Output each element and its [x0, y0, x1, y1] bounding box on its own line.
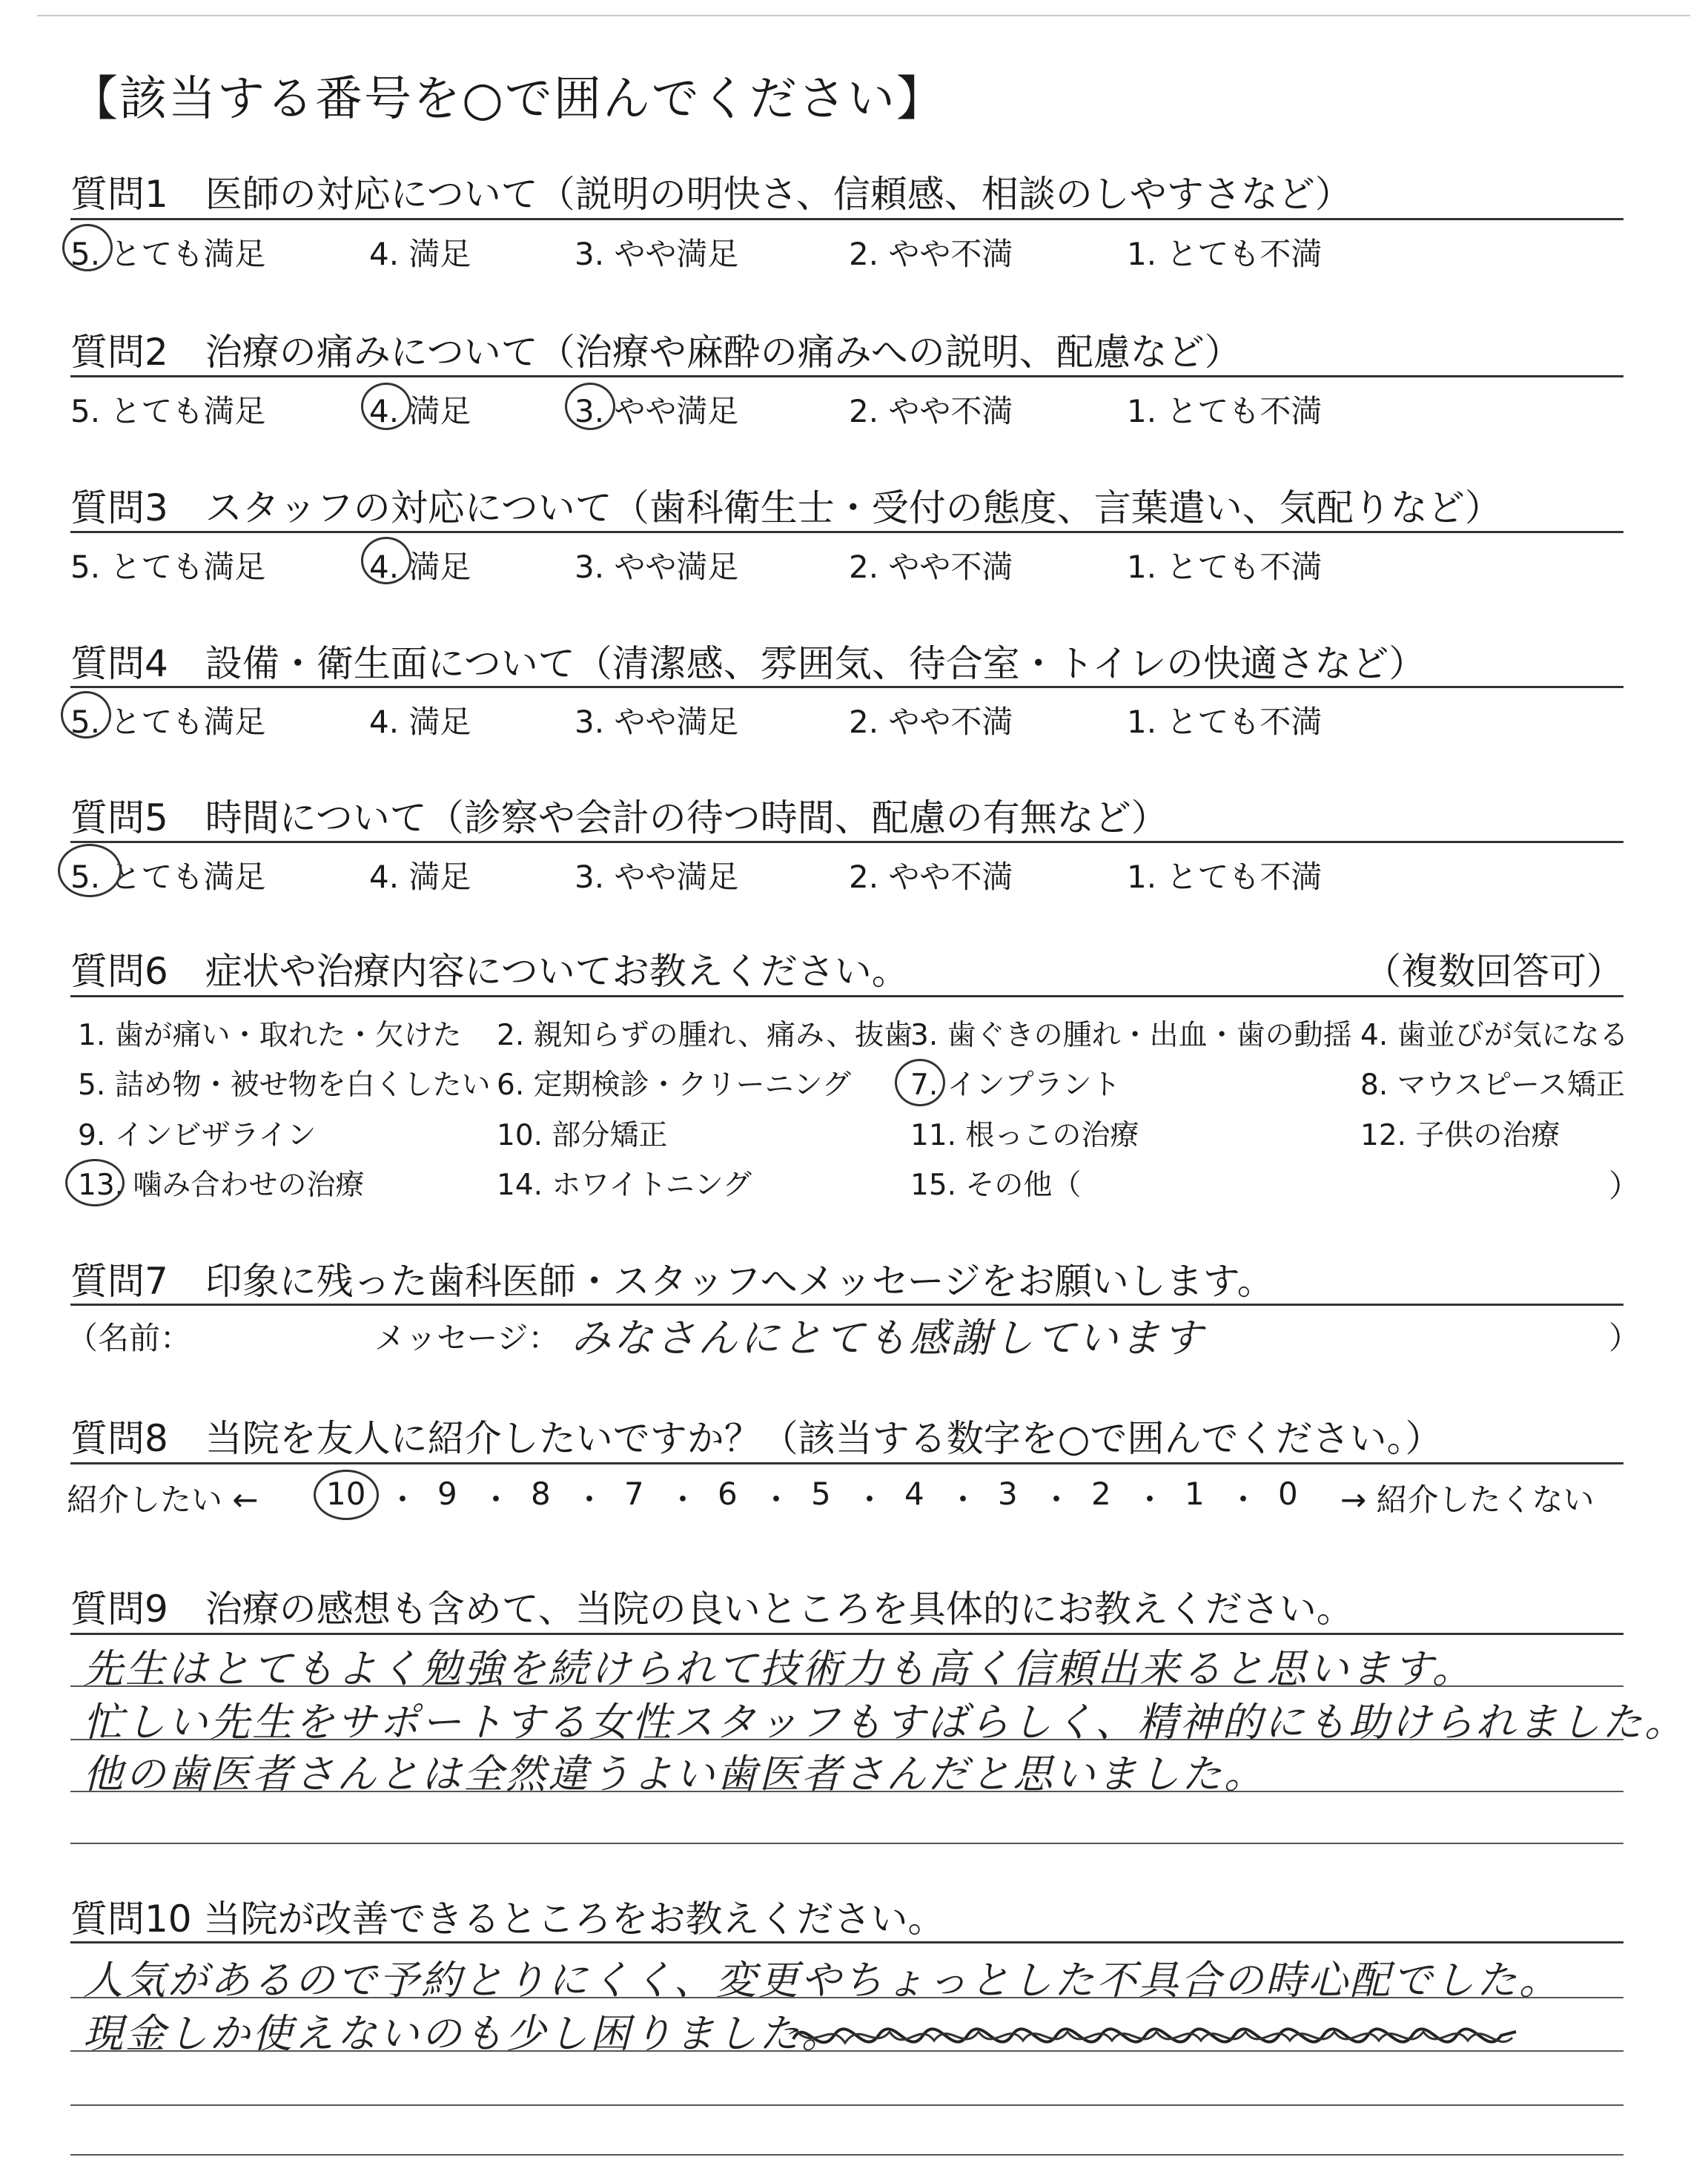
- q1-rule: [70, 218, 1623, 220]
- q10-answer-line-2: 現金しか使えないのも少し困りました。: [83, 2010, 844, 2057]
- q8-scale-5[interactable]: 5: [811, 1476, 831, 1512]
- q10-writing-line: [70, 2104, 1623, 2106]
- q2-option-4[interactable]: 4. 満足: [369, 393, 471, 429]
- q6-option-11[interactable]: 11. 根っこの治療: [910, 1119, 1139, 1152]
- q5-option-2[interactable]: 2. やや不満: [849, 859, 1013, 895]
- q3-option-2[interactable]: 2. やや不満: [849, 549, 1013, 585]
- q5-title: 質問5 時間について（診察や会計の待つ時間、配慮の有無など）: [70, 796, 1168, 839]
- q8-scale-0[interactable]: 0: [1278, 1476, 1298, 1512]
- q8-rule: [70, 1462, 1623, 1464]
- q8-scale-dot: ・: [387, 1482, 419, 1518]
- q9-title: 質問9 治療の感想も含めて、当院の良いところを具体的にお教えください。: [70, 1588, 1354, 1631]
- q6-rule: [70, 995, 1623, 997]
- q5-option-1[interactable]: 1. とても不満: [1127, 859, 1323, 895]
- q5-rule: [70, 841, 1623, 843]
- scan-top-border: [37, 15, 1690, 16]
- q1-option-2[interactable]: 2. やや不満: [849, 236, 1013, 272]
- q6-option-9[interactable]: 9. インビザライン: [78, 1119, 317, 1152]
- q3-rule: [70, 531, 1623, 533]
- q6-note: （複数回答可）: [1364, 950, 1623, 993]
- q2-rule: [70, 375, 1623, 377]
- q2-option-3[interactable]: 3. やや満足: [575, 393, 739, 429]
- q10-answer-line-1: 人気があるので予約とりにくく、変更やちょっとした不具合の時心配でした。: [83, 1957, 1561, 2004]
- q4-option-4[interactable]: 4. 満足: [369, 704, 471, 740]
- q1-option-3[interactable]: 3. やや満足: [575, 236, 739, 272]
- q3-option-3[interactable]: 3. やや満足: [575, 549, 739, 585]
- q2-option-1[interactable]: 1. とても不満: [1127, 393, 1323, 429]
- q10-writing-line: [70, 2050, 1623, 2052]
- q6-option-2[interactable]: 2. 親知らずの腫れ、痛み、抜歯: [497, 1019, 913, 1052]
- q6-option-7[interactable]: 7. インプラント: [910, 1069, 1121, 1102]
- q8-scale-dot: ・: [1228, 1482, 1260, 1518]
- q2-option-2[interactable]: 2. やや不満: [849, 393, 1013, 429]
- q5-option-4[interactable]: 4. 満足: [369, 859, 471, 895]
- q9-writing-line: [70, 1685, 1623, 1687]
- q6-option-10[interactable]: 10. 部分矯正: [497, 1119, 668, 1152]
- q5-option-5[interactable]: 5. とても満足: [70, 859, 266, 895]
- q8-title: 質問8 当院を友人に紹介したいですか？（該当する数字を○で囲んでください。）: [70, 1417, 1443, 1460]
- page-title: 【該当する番号を○で囲んでください】: [70, 72, 945, 127]
- q6-option-14[interactable]: 14. ホワイトニング: [497, 1169, 752, 1202]
- q5-option-3[interactable]: 3. やや満足: [575, 859, 739, 895]
- q3-title: 質問3 スタッフの対応について（歯科衛生士・受付の態度、言葉遣い、気配りなど）: [70, 486, 1502, 529]
- q10-crossed-out-scribble: [790, 2009, 1520, 2061]
- q3-option-4[interactable]: 4. 満足: [369, 549, 471, 585]
- q8-scale-dot: ・: [947, 1482, 979, 1518]
- q8-scale-dot: ・: [761, 1482, 792, 1518]
- q7-close-paren: ）: [1609, 1320, 1641, 1356]
- q9-rule: [70, 1633, 1623, 1635]
- q9-writing-line: [70, 1739, 1623, 1740]
- q3-option-5[interactable]: 5. とても満足: [70, 549, 266, 585]
- q8-scale-2[interactable]: 2: [1091, 1476, 1111, 1512]
- q10-title: 質問10 当院が改善できるところをお教えください。: [70, 1898, 945, 1941]
- q8-scale-dot: ・: [1134, 1482, 1166, 1518]
- q7-name-label: （名前：: [67, 1320, 192, 1356]
- q7-message-label: メッセージ：: [374, 1320, 560, 1356]
- q7-rule: [70, 1304, 1623, 1306]
- q2-title: 質問2 治療の痛みについて（治療や麻酔の痛みへの説明、配慮など）: [70, 331, 1242, 374]
- q8-scale-10[interactable]: 10: [326, 1476, 366, 1512]
- q6-option-6[interactable]: 6. 定期検診・クリーニング: [497, 1069, 851, 1102]
- q1-option-4[interactable]: 4. 満足: [369, 236, 471, 272]
- q1-title: 質問1 医師の対応について（説明の明快さ、信頼感、相談のしやすさなど）: [70, 173, 1352, 216]
- q8-scale-dot: ・: [480, 1482, 512, 1518]
- q8-scale-3[interactable]: 3: [998, 1476, 1018, 1512]
- q10-writing-line: [70, 2154, 1623, 2156]
- q6-option-13[interactable]: 13. 噛み合わせの治療: [78, 1169, 365, 1202]
- q8-scale-dot: ・: [574, 1482, 606, 1518]
- q10-rule: [70, 1941, 1623, 1943]
- q8-left-label: 紹介したい ←: [67, 1482, 259, 1518]
- q4-title: 質問4 設備・衛生面について（清潔感、雰囲気、待合室・トイレの快適さなど）: [70, 642, 1426, 685]
- q4-rule: [70, 686, 1623, 688]
- q6-option-12[interactable]: 12. 子供の治療: [1360, 1119, 1560, 1152]
- q7-title: 質問7 印象に残った歯科医師・スタッフへメッセージをお願いします。: [70, 1260, 1274, 1303]
- q6-option-5[interactable]: 5. 詰め物・被せ物を白くしたい: [78, 1069, 491, 1102]
- q6-title: 質問6 症状や治療内容についてお教えください。: [70, 950, 909, 993]
- q8-scale-6[interactable]: 6: [718, 1476, 738, 1512]
- q9-answer-line-2: 忙しい先生をサポートする女性スタッフもすばらしく、精神的にも助けられました。: [83, 1699, 1687, 1745]
- q7-message-handwritten: みなさんにとても感謝しています: [571, 1315, 1205, 1361]
- q3-option-1[interactable]: 1. とても不満: [1127, 549, 1323, 585]
- q8-scale-1[interactable]: 1: [1185, 1476, 1205, 1512]
- q8-right-label: → 紹介したくない: [1340, 1482, 1595, 1518]
- q8-scale-9[interactable]: 9: [437, 1476, 457, 1512]
- q2-option-5[interactable]: 5. とても満足: [70, 393, 266, 429]
- q9-writing-line: [70, 1843, 1623, 1844]
- q9-writing-line: [70, 1791, 1623, 1792]
- q6-option-3[interactable]: 3. 歯ぐきの腫れ・出血・歯の動揺: [910, 1019, 1352, 1052]
- q6-option-4[interactable]: 4. 歯並びが気になる: [1360, 1019, 1629, 1052]
- q8-scale-dot: ・: [854, 1482, 886, 1518]
- q8-scale-4[interactable]: 4: [904, 1476, 924, 1512]
- q4-option-3[interactable]: 3. やや満足: [575, 704, 739, 740]
- q8-scale-8[interactable]: 8: [531, 1476, 551, 1512]
- q6-option-8[interactable]: 8. マウスピース矯正: [1360, 1069, 1625, 1102]
- q8-scale-7[interactable]: 7: [624, 1476, 644, 1512]
- q6-other-close-paren: ）: [1609, 1168, 1641, 1204]
- q9-answer-line-1: 先生はとてもよく勉強を続けられて技術力も高く信頼出来ると思います。: [83, 1645, 1474, 1692]
- q4-option-1[interactable]: 1. とても不満: [1127, 704, 1323, 740]
- q4-option-5[interactable]: 5. とても満足: [70, 704, 266, 740]
- q4-option-2[interactable]: 2. やや不満: [849, 704, 1013, 740]
- q6-option-1[interactable]: 1. 歯が痛い・取れた・欠けた: [78, 1019, 462, 1052]
- q8-scale-dot: ・: [1041, 1482, 1073, 1518]
- q10-writing-line: [70, 1997, 1623, 1998]
- q6-option-15[interactable]: 15. その他（: [910, 1169, 1082, 1202]
- q9-answer-line-3: 他の歯医者さんとは全然違うよい歯医者さんだと思いました。: [83, 1751, 1266, 1797]
- q8-scale-dot: ・: [667, 1482, 699, 1518]
- q1-option-5[interactable]: 5. とても満足: [70, 236, 266, 272]
- q1-option-1[interactable]: 1. とても不満: [1127, 236, 1323, 272]
